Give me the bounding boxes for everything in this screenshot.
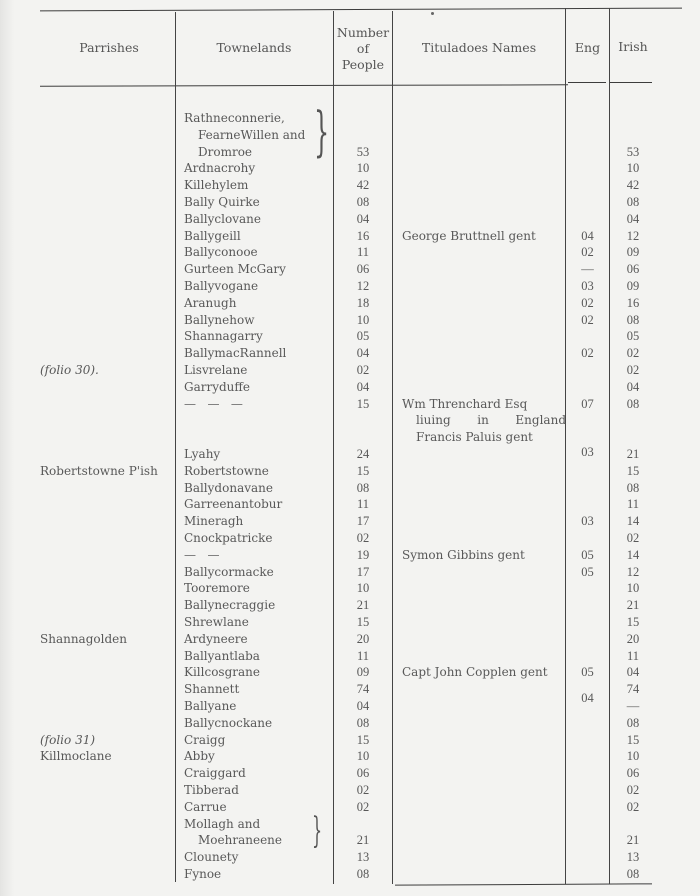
header-parishes: Parrishes: [79, 40, 139, 55]
header-rule-left: [40, 84, 568, 86]
people-count: 21: [356, 833, 370, 848]
townland-name: Craiggard: [184, 766, 246, 781]
irish-count: 12: [626, 228, 640, 243]
irish-count: 09: [626, 245, 640, 260]
people-count: 15: [356, 396, 370, 411]
people-count: 08: [356, 195, 370, 209]
irish-count: 10: [626, 749, 640, 764]
townland-name: Tibberad: [184, 783, 239, 797]
people-count: 16: [356, 228, 370, 243]
page-edge-shadow: [0, 0, 14, 896]
people-count: 10: [356, 312, 370, 327]
people-count: 13: [356, 850, 370, 865]
people-count: 53: [356, 144, 370, 159]
people-count: 02: [356, 799, 370, 814]
header-of-line: of: [356, 41, 370, 56]
people-count: 17: [356, 564, 370, 579]
people-count: 08: [356, 867, 370, 881]
ditto-dashes: — —: [184, 547, 220, 562]
col-divider-1: [175, 12, 176, 882]
irish-count: 10: [626, 581, 640, 596]
townland-name: Fynoe: [184, 867, 222, 881]
irish-count: 16: [626, 295, 640, 310]
townland-name: Robertstowne: [184, 463, 269, 478]
header-eng: Eng: [574, 40, 601, 55]
titulado-name: Capt John Copplen gent: [402, 665, 548, 680]
titulado-name: George Bruttnell gent: [402, 228, 536, 243]
people-count: 04: [356, 379, 370, 394]
header-tituladoes: Tituladoes Names: [421, 40, 537, 55]
people-count: 74: [356, 682, 370, 697]
irish-count: 08: [626, 715, 640, 730]
irish-count: 02: [626, 346, 640, 361]
ditto-dashes: — — —: [184, 396, 243, 411]
irish-count: 02: [626, 363, 640, 377]
townland-name: Ballycnockane: [184, 715, 273, 730]
people-count: 10: [356, 581, 370, 596]
irish-count: 53: [626, 144, 640, 159]
eng-count: 05: [581, 547, 594, 562]
townland-name: Ballynecraggie: [184, 598, 276, 613]
townland-name: Ballydonavane: [184, 480, 273, 495]
header-rule-irish: [610, 82, 652, 83]
irish-count: —: [626, 699, 640, 713]
townland-name: Ballygeill: [184, 228, 241, 243]
irish-count: 05: [626, 329, 640, 344]
people-count: 24: [356, 447, 370, 461]
irish-count: 04: [626, 211, 640, 226]
people-count: 09: [356, 665, 370, 680]
titulado-name: liuing in England: [416, 413, 566, 428]
townland-name: Lyahy: [184, 447, 221, 461]
people-count: 04: [356, 211, 370, 226]
eng-count: 02: [581, 346, 594, 361]
people-count: 10: [356, 749, 370, 764]
eng-count: 03: [581, 445, 594, 459]
header-irish: Irish: [618, 39, 648, 54]
parish-name: Killmoclane: [40, 749, 112, 764]
townland-name: Gurteen McGary: [184, 262, 286, 277]
townland-name: Shannett: [184, 682, 240, 697]
titulado-name: Symon Gibbins gent: [402, 547, 525, 562]
irish-count: 21: [626, 598, 640, 613]
people-count: 08: [356, 480, 370, 495]
folio-note: (folio 31): [40, 732, 96, 747]
people-count: 42: [356, 178, 370, 193]
townland-name: Mineragh: [184, 514, 244, 529]
irish-count: 15: [626, 732, 640, 747]
townland-name: Ballyclovane: [184, 211, 261, 226]
people-count: 21: [356, 598, 370, 613]
irish-count: 11: [626, 648, 640, 663]
grouping-brace: }: [314, 102, 330, 163]
irish-count: 15: [626, 463, 640, 478]
townland-name: Abby: [184, 749, 215, 764]
townland-name: Cnockpatricke: [184, 531, 273, 545]
townland-name: Killehylem: [184, 178, 249, 193]
townland-name: Ardyneere: [184, 631, 248, 646]
titulado-name: Francis Paluis gent: [416, 430, 533, 445]
irish-count: 02: [626, 799, 640, 814]
people-count: 20: [356, 631, 370, 646]
irish-count: 74: [626, 682, 640, 697]
townland-name: Tooremore: [184, 581, 250, 596]
townland-name: Shrewlane: [184, 615, 249, 629]
header-people-line: People: [341, 57, 385, 72]
townland-name: Moehraneene: [198, 833, 282, 848]
eng-count: 04: [581, 228, 594, 243]
townland-name: Ballynehow: [184, 312, 255, 327]
townland-name: Rathneconnerie,: [184, 111, 285, 125]
irish-count: 04: [626, 379, 640, 394]
townland-name: Shannagarry: [184, 329, 263, 344]
irish-count: 21: [626, 447, 640, 461]
irish-count: 14: [626, 514, 640, 529]
townland-name: Bally Quirke: [184, 195, 260, 209]
townland-name: Clounety: [184, 850, 239, 865]
townland-name: FearneWillen and: [198, 127, 306, 142]
irish-count: 02: [626, 783, 640, 797]
townland-name: Dromroe: [198, 144, 253, 159]
people-count: 10: [356, 161, 370, 176]
top-rule: [40, 8, 682, 12]
townland-name: Ballycormacke: [184, 564, 274, 579]
eng-count: 04: [581, 691, 594, 705]
people-count: 08: [356, 715, 370, 730]
irish-count: 09: [626, 279, 640, 293]
townland-name: Garryduffe: [184, 379, 251, 394]
people-count: 19: [356, 547, 370, 562]
townland-name: Ballyane: [184, 699, 237, 713]
people-count: 12: [356, 279, 370, 293]
eng-count: 03: [581, 279, 594, 293]
townland-name: Craigg: [184, 732, 226, 747]
irish-count: 08: [626, 396, 640, 411]
col-divider-3: [392, 11, 393, 884]
eng-count: —: [581, 262, 594, 277]
people-count: 06: [356, 766, 370, 781]
townland-name: Carrue: [184, 799, 227, 814]
people-count: 15: [356, 615, 370, 629]
irish-count: 04: [626, 665, 640, 680]
irish-count: 14: [626, 547, 640, 562]
people-count: 15: [356, 463, 370, 478]
people-count: 15: [356, 732, 370, 747]
irish-count: 11: [626, 497, 640, 512]
townland-name: Killcosgrane: [184, 665, 260, 680]
irish-count: 42: [626, 178, 640, 193]
irish-count: 21: [626, 833, 640, 848]
header-townelands: Townelands: [216, 40, 292, 55]
townland-name: Lisvrelane: [184, 363, 248, 377]
irish-count: 08: [626, 195, 640, 209]
eng-count: 02: [581, 295, 594, 310]
header-rule-eng: [568, 82, 606, 83]
irish-count: 02: [626, 531, 640, 545]
people-count: 18: [356, 295, 370, 310]
bottom-rule: [395, 883, 652, 885]
eng-count: 02: [581, 245, 594, 260]
townland-name: BallymacRannell: [184, 346, 287, 361]
irish-count: 12: [626, 564, 640, 579]
people-count: 04: [356, 699, 370, 713]
townland-name: Aranugh: [184, 295, 237, 310]
people-count: 11: [356, 497, 370, 512]
people-count: 02: [356, 531, 370, 545]
people-count: 06: [356, 262, 370, 277]
people-count: 02: [356, 783, 370, 797]
people-count: 11: [356, 245, 370, 260]
eng-count: 02: [581, 312, 594, 327]
townland-name: Ballyantlaba: [184, 648, 260, 663]
ink-speck: [431, 12, 434, 15]
irish-count: 15: [626, 615, 640, 629]
townland-name: Ardnacrohy: [184, 161, 256, 176]
people-count: 11: [356, 648, 370, 663]
header-number-of-people: [334, 25, 392, 73]
parish-name: Robertstowne P'ish: [40, 463, 158, 478]
eng-count: 05: [581, 564, 594, 579]
eng-count: 07: [581, 396, 594, 411]
people-count: 17: [356, 514, 370, 529]
townland-name: Ballyvogane: [184, 279, 259, 293]
irish-count: 20: [626, 631, 640, 646]
parish-name: Shannagolden: [40, 631, 127, 646]
irish-count: 13: [626, 850, 640, 865]
irish-count: 08: [626, 867, 640, 881]
irish-count: 10: [626, 161, 640, 176]
irish-count: 06: [626, 262, 640, 277]
townland-name: Mollagh and: [184, 816, 261, 831]
people-count: 02: [356, 363, 370, 377]
townland-name: Ballyconooe: [184, 245, 258, 260]
folio-note: (folio 30).: [40, 363, 99, 377]
people-count: 05: [356, 329, 370, 344]
eng-count: 05: [581, 665, 594, 680]
people-count: 04: [356, 346, 370, 361]
irish-count: 08: [626, 480, 640, 495]
townland-name: Garreenantobur: [184, 497, 283, 512]
eng-count: 03: [581, 514, 594, 529]
irish-count: 06: [626, 766, 640, 781]
grouping-brace: }: [312, 809, 323, 851]
irish-count: 08: [626, 312, 640, 327]
header-number-line: Number: [336, 25, 390, 40]
titulado-name: Wm Threnchard Esq: [402, 396, 528, 411]
